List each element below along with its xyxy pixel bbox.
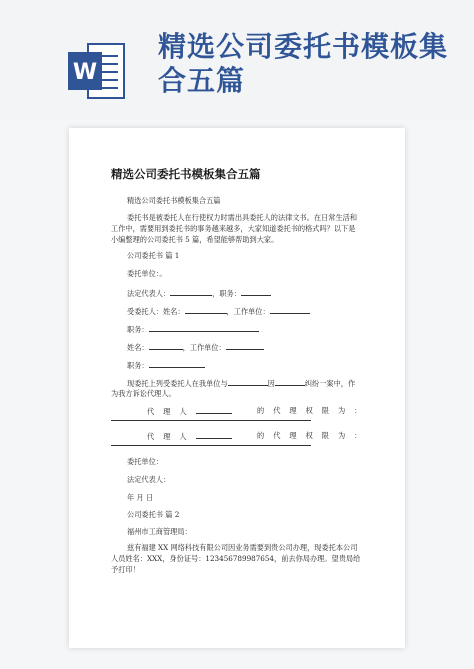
duty-label-2: 职务： [127,325,149,334]
line-duty-3 [127,360,205,371]
line-legal-rep-2: 法定代表人： [127,475,171,484]
line-agent-b [147,431,232,442]
word-doc-icon [68,42,126,100]
blank-field [196,431,232,439]
appoint-text-a: 现委托上列受委托人在我单位与 [127,379,228,388]
section-2-title: 公司委托书 篇 2 [127,510,180,519]
top-banner [0,0,474,120]
appoint-text-c: 纠纷一案中，作 [304,379,356,388]
appoint-text-b: 因 [267,379,275,388]
agent-a-label: 代理人 [147,407,196,416]
doc-subtitle: 精选公司委托书模板集合五篇 [127,196,221,205]
blank-field [241,288,271,296]
blank-rule [111,445,311,446]
line-agent-a [147,406,232,417]
workplace-label: ，工作单位： [226,307,270,316]
blank-field [149,324,259,332]
appoint-text-d: 为我方诉讼代理人。 [111,389,176,398]
workplace-label-2: ，工作单位： [182,343,226,352]
blank-field [149,342,183,350]
banner-title: 精选公司委托书模板集合五篇 [158,30,449,97]
blank-field [170,288,212,296]
blank-field [196,406,232,414]
line-addressee: 福州市工商管理局： [127,527,192,536]
agent-b-auth-text: 的代理权限为： [257,431,371,440]
legal-rep-label: 法定代表人： [127,289,171,298]
line-unit-2: 委托单位： [127,457,163,466]
line-agent [127,306,310,317]
agent-b-label: 代理人 [147,432,196,441]
blank-field [185,306,227,314]
section-1-title: 公司委托书 篇 1 [127,251,180,260]
blank-rule [111,420,311,421]
agent-label: 受委托人：姓名： [127,307,185,316]
line-unit: 委托单位：。 [127,269,167,278]
blank-field [149,360,205,368]
blank-field [270,306,310,314]
document-page [69,128,405,648]
section-2-body: 兹有福建 XX 网络科技有限公司因业务需要到贵公司办理，现委托本公司人员姓名：XXX，身份证号：123456789987654，前去你局办理。望贵局给予打印！ [111,543,361,574]
line-date: 年 月 日 [127,493,154,502]
blank-field [228,378,268,386]
name-label: 姓名： [127,343,149,352]
line-legal-rep [127,288,271,299]
agent-b-auth [257,431,370,441]
blank-field [226,342,264,350]
doc-intro: 委托书是被委托人在行使权力时需出具委托人的法律文书。在日常生活和工作中，需要用到委托书的事务越来越多，大家知道委托书的格式吗？以下是小编整理的公司委托书 5 篇，希望能够帮助到大家。 [111,213,358,244]
line-name [127,342,264,353]
duty-label: ，职务： [212,289,241,298]
agent-a-auth [257,406,370,416]
blank-field [275,378,305,386]
line-duty-2 [127,324,259,335]
line-appoint [127,378,355,389]
word-letter: W [72,60,98,85]
duty-label-3: 职务： [127,361,149,370]
doc-title: 精选公司委托书模板集合五篇 [111,167,261,181]
agent-a-auth-text: 的代理权限为： [257,406,371,415]
